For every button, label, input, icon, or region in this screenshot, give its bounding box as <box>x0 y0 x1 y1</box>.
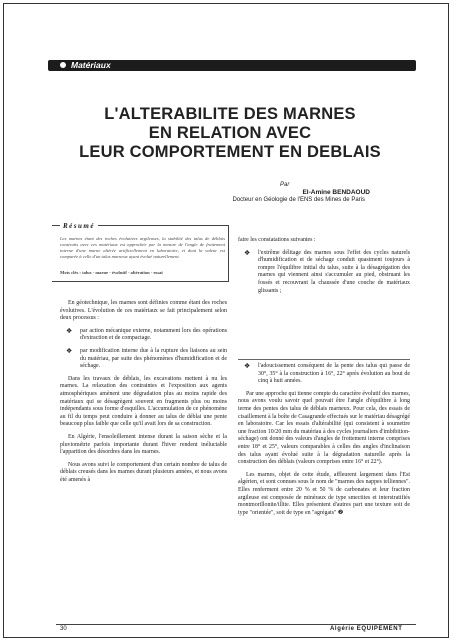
byline-par: Par <box>280 182 290 188</box>
article-title <box>60 105 400 162</box>
paragraph: En géotechnique, les marnes sont définies comme étant des roches évolutives. L'évolution de ces matériaux se fait principalement selon deux processus : <box>60 300 227 322</box>
diamond-bullet-icon: ❖ <box>66 326 73 335</box>
list-item <box>66 328 227 343</box>
list-item <box>66 348 227 371</box>
title-line-2: EN RELATION AVEC <box>148 124 312 142</box>
left-column <box>60 300 227 489</box>
section-label: Matériaux <box>71 60 111 70</box>
paragraph: En Algérie, l'ensoleillement intense durant la saison sèche et la pluviométrie parfois importante durant l'hiver rendent inéluctable l'apparition des désordres dans les marnes. <box>60 433 227 456</box>
author-affiliation: Docteur en Géologie de l'ENS des Mines de Paris <box>232 197 365 203</box>
page-number: 30 <box>60 626 67 632</box>
bullet-icon <box>60 62 66 68</box>
publication-name: Algérie EQUIPEMENT <box>330 626 403 632</box>
list-item <box>244 363 410 386</box>
right-column-bottom <box>238 363 410 522</box>
paragraph: Les marnes, objet de cette étude, affleurent largement dans l'Est algérien, et sont connues sous le nom de "marnes des nappes telliennes". Elles renferment entre 20 % et 50 % de carbonates et leur fraction argileuse est composée de minéraux de type smectites et interstratifiés montmorillonite/illite. Elles présentent d'autres part une texture soit de type "orientée", soit de type en "agrégats" ❷ <box>238 471 410 516</box>
paragraph: Par une approche qui tienne compte du caractère évolutif des marnes, nous avons voulu savoir quel pouvait être l'angle d'équilibre à long terme des pentes des talus de déblais marneux. Pour cela, des essais de cisaillement à la boîte de Casagrande effectués sur le matériau désagrégé en laboratoire. Car les essais d'altérabilité (qui consistent à soumettre une fraction 10/20 mm du matériau à des cycles journaliers d'imbibition-séchage) ont donné des valeurs d'angles de frottement interne comprises entre 18° et 25°, valeurs comparables à celles des angles d'inclinaison des talus ayant évolué suite à la dégradation naturelle après la construction des déblais (valeurs comprises entre 16° et 22°). <box>238 390 410 466</box>
diamond-bullet-icon: ❖ <box>244 362 251 370</box>
right-column-top <box>238 237 410 300</box>
abstract-text: Les marnes étant des roches évolutives argileuses, la stabilité des talus de déblais construits avec ces matériaux est approchée par la mesure de l'angle de frottement interne d'une marne altérée artificiellement en laboratoire, et dont la valeur est comparée à celle d'un talus marneux ayant évolué naturellement. <box>60 236 225 260</box>
footer-rule <box>56 624 416 625</box>
list-item-text: par action mécanique externe, notamment lors des opérations d'extraction et de compactage. <box>80 327 227 342</box>
diamond-bullet-icon: ❖ <box>66 346 73 355</box>
column-divider <box>238 359 410 360</box>
title-line-1: L'ALTERABILITE DES MARNES <box>104 105 356 123</box>
diamond-bullet-icon: ❖ <box>244 248 251 257</box>
list-item-text: l'adoucissement conséquent de la pente des talus qui passe de 30°, 35° à la construction à 16°, 22° après évolution au bout de cinq à huit années. <box>258 363 410 385</box>
list-item-text: par modification interne due à la rupture des liaisons au sein du matériau, par suite des phénomènes d'humidification et de séchage. <box>80 347 227 370</box>
list-item-text: l'extrême délitage des marnes sous l'effet des cycles naturels d'humidification et de séchage conduit quasiment toujours à rompre l'équilibre initial du talus, suite à la désagrégation des marnes qui viennent ainsi s'accumuler au pied, obstruant les fossés et recouvrant la chaussée d'une couche de matériaux glissants ; <box>258 249 410 294</box>
abstract-title: Résumé <box>60 222 98 230</box>
title-line-3: LEUR COMPORTEMENT EN DEBLAIS <box>79 143 381 161</box>
paragraph: Nous avons suivi le comportement d'un certain nombre de talus de déblais creusés dans les marnes durant plusieurs années, et nous avons été amenés à <box>60 461 227 483</box>
paragraph: Dans les travaux de déblais, les excavations mettent à nu les marnes. La relaxation des contraintes et l'exposition aux agents atmosphériques amènent une dégradation plus au moins rapide des matériaux qui se désagrègent souvent en fragments plus ou moins indépendants sous forme d'esquilles. L'accumulation de ce phénomène au fil du temps peut conduire à donner au talus de déblai une pente beaucoup plus faible que celle qu'il avait lors de sa construction. <box>60 375 227 428</box>
author-name: El-Amine BENDAOUD <box>302 189 370 196</box>
paragraph: faire les constatations suivantes : <box>238 237 316 243</box>
list-item <box>244 250 410 296</box>
keywords: Mots clés : talus - marne - évolutif - altération - essai <box>60 270 163 275</box>
